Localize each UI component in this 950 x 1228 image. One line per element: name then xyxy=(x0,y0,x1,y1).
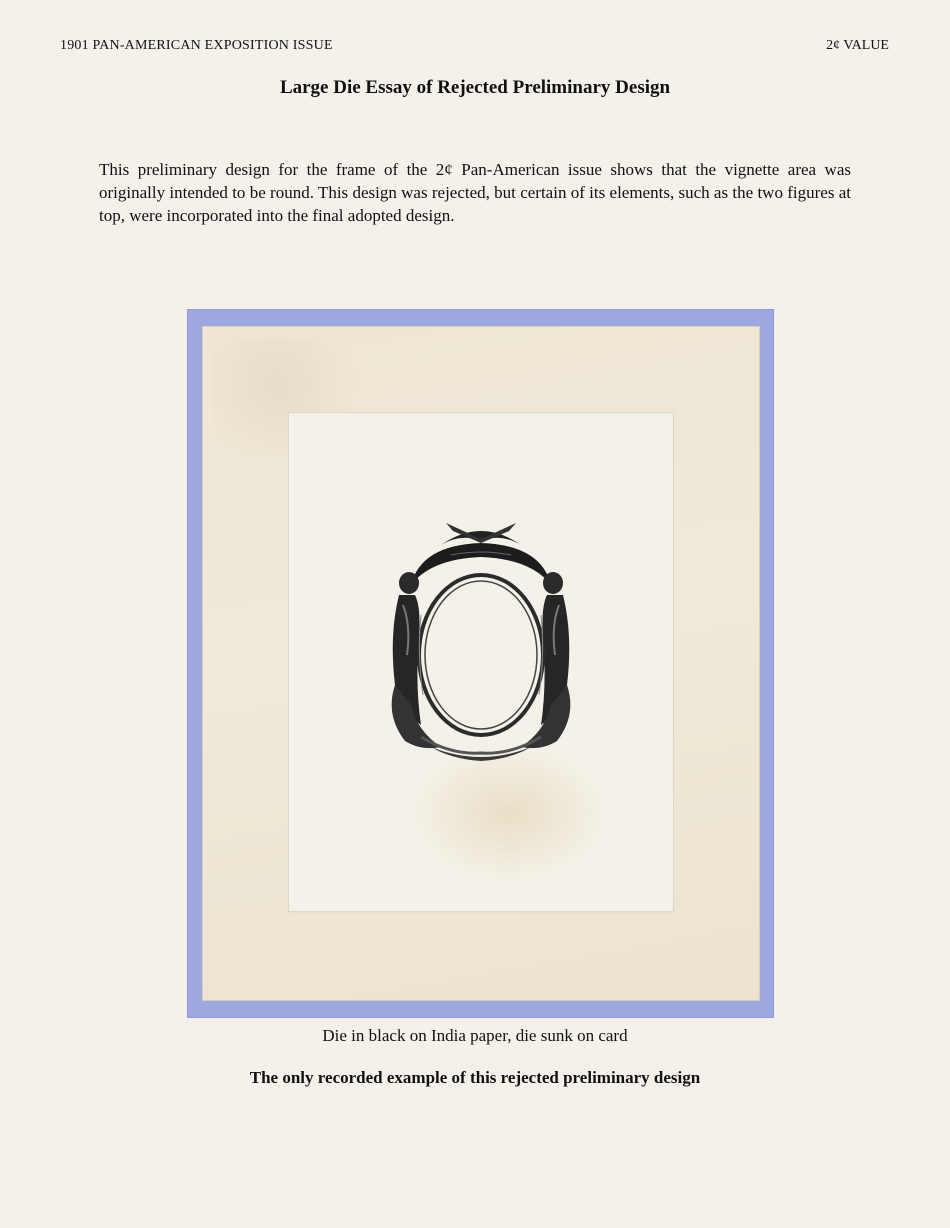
page-header-left: 1901 PAN-AMERICAN EXPOSITION ISSUE xyxy=(60,38,333,53)
exhibit-caption: Die in black on India paper, die sunk on card xyxy=(322,1026,628,1045)
page-title: Large Die Essay of Rejected Preliminary Design xyxy=(279,77,671,98)
blue-mount xyxy=(187,309,774,1018)
page-header-right: 2¢ VALUE xyxy=(826,38,889,53)
essay-frame-engraving xyxy=(381,515,581,767)
rarity-note: The only recorded example of this rejected preliminary design xyxy=(249,1068,701,1087)
essay-card xyxy=(203,327,759,1000)
india-paper xyxy=(289,413,673,911)
description-paragraph: This preliminary design for the frame of the 2¢ Pan-American issue shows that the vignette area was originally intended to be round. This design was rejected, but certain of its elements, such as the two figures at top, were incorporated into the final adopted design. xyxy=(99,160,851,225)
